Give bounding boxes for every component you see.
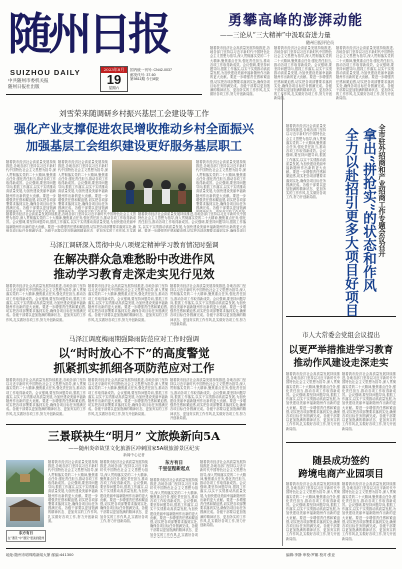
date-week: 星期六	[108, 86, 120, 90]
story2-column: 随着我市经济社会高质量发展持续推进,各地各部门坚持以习近平新时代中国特色社会主义思想为指导,深入贯彻落实党的二十大精神,聚焦重点任务,强化责任担当,推动各项工作取得新成效。会议强调,要坚持问题导向,狠抓工作落实,以实干实绩推动高质量发展,为加快建设美丽幸福新随州作出新的更大贡献。要进一步增强责任感和紧迫感,切实把各项部署要求落到实处,确保各项目标任务圆满完成。各级干部要以更加饱满的精神状态、更加务实的工作作风,扎实做好各项工作,努力开创新局面。	[6, 284, 86, 322]
story1-headline: 加强基层工会组织建设更好服务基层职工	[25, 139, 242, 153]
story2-column: 随着我市经济社会高质量发展持续推进,各地各部门坚持以习近平新时代中国特色社会主义思想为指导,深入贯彻落实党的二十大精神,聚焦重点任务,强化责任担当,推动各项工作取得新成效。会议强调,要坚持问题导向,狠抓工作落实,以实干实绩推动高质量发展,为加快建设美丽幸福新随州作出新的更大贡献。要进一步增强责任感和紧迫感,切实把各项部署要求落到实处,确保各项目标任务圆满完成。各级干部要以更加饱满的精神状态、更加务实的工作作风,扎实做好各项工作,努力开创新局面。	[170, 284, 246, 326]
footer-divider	[6, 548, 396, 549]
story2-column: 随着我市经济社会高质量发展持续推进,各地各部门坚持以习近平新时代中国特色社会主义思想为指导,深入贯彻落实党的二十大精神,聚焦重点任务,强化责任担当,推动各项工作取得新成效。会议强调,要坚持问题导向,狠抓工作落实,以实干实绩推动高质量发展,为加快建设美丽幸福新随州作出新的更大贡献。要进一步增强责任感和紧迫感,切实把各项部署要求落到实处,确保各项目标任务圆满完成。各级干部要以更加饱满的精神状态、更加务实的工作作风,扎实做好各项工作,努力开创新局面。	[88, 284, 168, 322]
newspaper-logo-english: SUIZHOU DAILY	[10, 68, 81, 77]
bottom-left-box	[6, 530, 46, 542]
newspaper-logo: 随州日报	[8, 9, 168, 60]
story2-headline: 推动学习教育走深走实见行见效	[53, 267, 215, 281]
story3-headline: 以“时时放心不下”的高度警觉	[58, 346, 210, 360]
story1-column: 随着我市经济社会高质量发展持续推进,各地各部门坚持以习近平新时代中国特色社会主义思想为指导,深入贯彻落实党的二十大精神,聚焦重点任务,强化责任担当,推动各项工作取得新成效。会议强调,要坚持问题导向,狠抓工作落实,以实干实绩推动高质量发展,为加快建设美丽幸福新随州作出新的更大贡献。要进一步增强责任感和紧迫感,切实把各项部署要求落到实处,确保各项目标任务圆满完成。各级干部要以更加饱满	[58, 160, 108, 211]
footer-left: 地址:随州市明珠路新闻大厦 邮编:441300	[6, 553, 74, 557]
box-title: 东方有日	[19, 531, 33, 535]
story4-column: 随着我市经济社会高质量发展持续推进,各地各部门坚持以习近平新时代中国特色社会主义思想为指导,深入贯彻落实党的二十大精神,聚焦重点任务,强化责任担当,推动各项工作取得新成效。会议强调,要坚持问题导向,狠抓工作落实,以实干实绩推动高质量发展,为加快建设美丽幸福新随州作出新的更大贡献。要进一步增强责任感和紧迫感,切实把各项部署要求落到实处,确保各项目标任务圆满完成。各级干部要以更加饱满的精神状态、更加务实的工作作风,扎实做好各项工作,努力开创新局面。	[200, 460, 246, 528]
inset-title: 千里征程新起点	[158, 467, 190, 472]
date-badge	[100, 66, 128, 92]
story1-headline: 强化产业支撑促进农民增收推动乡村全面振兴	[13, 122, 254, 136]
story3-headline: 抓紧抓实抓细各项防范应对工作	[53, 361, 215, 375]
story4-column: 随着我市经济社会高质量发展持续推进,各地各部门坚持以习近平新时代中国特色社会主义思想为指导,深入贯彻落实党的二十大精神,聚焦重点任务,强化责任担当,推动各项工作取得新成效。会议强调,要坚持问题导向,狠抓工作落实,以实干实绩推动高质量发展,为加快建设美丽幸福新随州作出新的更大贡献。要进一步增强责任感和紧迫感,切实把各项部署要求落到实处,确保各项目标任务圆满完成。各级干部要以更加饱满的精神状态、更加务实的工作作风,扎实做好各项工作,努力开创新局面。	[48, 460, 98, 523]
footer-right: 编辑:李静 审校:罗娜 校对:张亚	[286, 553, 336, 557]
meta-line: 第9811期 今日8版	[130, 77, 159, 82]
story4-headline: 三景联袂生“明月” 文旅焕新向5A	[47, 429, 221, 443]
side-story3-column: 随着我市经济社会高质量发展持续推进,各地各部门坚持以习近平新时代中国特色社会主义思想为指导,深入贯彻落实党的二十大精神,聚焦重点任务,强化责任担当,推动各项工作取得新成效。会议强调,要坚持问题导向,狠抓工作落实,以实干实绩推动高质量发展,为加快建设美丽幸福新随州作出新的更大贡献。要进一步增强责任感和紧迫感,切实把各项部署要求落到实处,确保各项目标任务圆满完成。各级干部要以更加饱满的精神状态、更加务实的工作作风,扎实做好各项工作,努力开创新局面。	[342, 482, 396, 541]
top-feature-author: 随州日报评论员	[306, 40, 334, 45]
story3-column: 随着我市经济社会高质量发展持续推进,各地各部门坚持以习近平新时代中国特色社会主义思想为指导,深入贯彻落实党的二十大精神,聚焦重点任务,强化责任担当,推动各项工作取得新成效。会议强调,要坚持问题导向,狠抓工作落实,以实干实绩推动高质量发展,为加快建设美丽幸福新随州作出新的更大贡献。要进一步增强责任感和紧迫感,切实把各项部署要求落到实处,确保各项目标任务圆满完成。各级干部要以更加饱满的精神状态、更加务实的工作作风,扎实做好各项工作,努力开创新局面。	[170, 378, 246, 420]
story1-column: 随着我市经济社会高质量发展持续推进,各地各部门坚持以习近平新时代中国特色社会主义思想为指导,深入贯彻落实党的二十大精神,聚焦重点任务,强化责任担当,推动各项工作取得新成效。会议强调,要坚持问题导向,狠抓工作落实,以实干实绩推动高质量发展,为加快建设美丽幸福新随州作出新的更大贡献。要进一步增强责任感和紧迫感,切实把各项部署要求落到实处,确保各项目标任务圆满完成。各级干部要以更加饱满	[196, 160, 246, 211]
story1-photo	[112, 160, 192, 212]
side-vertical-kicker: 全市驻外招商和产业招商工作专题会议召开	[378, 124, 386, 257]
story4-photo-art	[6, 460, 44, 494]
publisher-lines	[8, 78, 98, 89]
side-divider	[286, 442, 396, 443]
story3-column: 随着我市经济社会高质量发展持续推进,各地各部门坚持以习近平新时代中国特色社会主义思想为指导,深入贯彻落实党的二十大精神,聚焦重点任务,强化责任担当,推动各项工作取得新成效。会议强调,要坚持问题导向,狠抓工作落实,以实干实绩推动高质量发展,为加快建设美丽幸福新随州作出新的更大贡献。要进一步增强责任感和紧迫感,切实把各项部署要求落到实处,确保各项目标任务圆满完成。各级干部要以更加饱满的精神状态、更加务实的工作作风,扎实做好各项工作,努力开创新局面。	[88, 378, 168, 416]
date-year: 2023年8月	[101, 67, 127, 73]
side-vertical-headline: 全力以赴招引更多大项目好项目	[342, 128, 358, 317]
story3-kicker: 马泽江调度梅雨期强降雨防范应对工作时强调	[69, 335, 199, 343]
story2-kicker: 马泽江调研深入贯彻中央八项规定精神学习教育情况时强调	[49, 241, 219, 249]
story4-byline: 新闻中心记者	[123, 453, 145, 457]
story1-kicker: 刘雪荣来随调研乡村振兴基层工会建设等工作	[59, 109, 209, 118]
top-feature-column: 随着我市经济社会高质量发展持续推进,各地各部门坚持以习近平新时代中国特色社会主义思想为指导,深入贯彻落实党的二十大精神,聚焦重点任务,强化责任担当,推动各项工作取得新成效。会议强调,要坚持问题导向,狠抓工作落实,以实干实绩推动高质量发展,为加快建设美丽幸福新随州作出新的更大贡献。要进一步增强责任感和紧迫感,切实把各项部署要求落到实处,确保各项目标任务圆满完成。各级干部要以更加饱满的精神状态、更加务实的工作作风,扎实做好各项工作,努力开创新局面。	[274, 46, 332, 101]
story4-photo	[6, 497, 44, 527]
top-feature-column: 随着我市经济社会高质量发展持续推进,各地各部门坚持以习近平新时代中国特色社会主义思想为指导,深入贯彻落实党的二十大精神,聚焦重点任务,强化责任担当,推动各项工作取得新成效。会议强调,要坚持问题导向,狠抓工作落实,以实干实绩推动高质量发展,为加快建设美丽幸福新随州作出新的更大贡献。要进一步增强责任感和紧迫感,切实把各项部署要求落到实处,确保各项目标任务圆满完成。各级干部要以更加饱满的精神状态、更加务实的工作作风,扎实做好各项工作,努力开创新局面。	[336, 46, 394, 101]
box-subtitle: 在“遇见”中“遇见”更美的随州	[7, 536, 45, 540]
story3-column: 随着我市经济社会高质量发展持续推进,各地各部门坚持以习近平新时代中国特色社会主义思想为指导,深入贯彻落实党的二十大精神,聚焦重点任务,强化责任担当,推动各项工作取得新成效。会议强调,要坚持问题导向,狠抓工作落实,以实干实绩推动高质量发展,为加快建设美丽幸福新随州作出新的更大贡献。要进一步增强责任感和紧迫感,切实把各项部署要求落到实处,确保各项目标任务圆满完成。各级干部要以更加饱满的精神状态、更加务实的工作作风,扎实做好各项工作,努力开创新局面。	[6, 378, 86, 416]
story1-column: 随着我市经济社会高质量发展持续推进,各地各部门坚持以习近平新时代中国特色社会主义思想为指导,深入贯彻落实党的二十大精神,聚焦重点任务,强化责任担当,推动各项工作取得新成效。会议强调,要坚持问题导向,狠抓工作落实,以实干实绩推动高质量发展,为加快建设美丽幸福新随州作出新的更大贡献。要进一步增强责任感和紧迫感,切实把各项部署要求落到实处,确保各项目标任务圆满完成。各级干部要以更加饱满	[6, 160, 56, 211]
issue-meta	[130, 68, 202, 82]
side-story2-kicker: 市人大常委会党组会议提出	[302, 331, 380, 339]
meta-line: 国内统一刊号: CN42-0037	[130, 68, 172, 72]
side-story3-headline: 随县成功签约	[312, 456, 370, 467]
story1-column: 随着我市经济社会高质量发展持续推进,各地各部门坚持以习近平新时代中国特色社会主义思想为指导,深入贯彻落实党的二十大精神,聚焦重点任务,强化责任担当,推动各项工作取得新成效。会议强调,要坚持问题导向,狠抓工作落实,以实干实绩推动高质量发展,为加快建设美丽幸福新随州作出新的更大贡献。要进一步增强责任感和紧迫感,切实把各项部署要求落到实处,确保各项目	[138, 212, 246, 232]
story4-divider	[6, 424, 246, 425]
publisher-line: 中共随州市委机关报	[8, 78, 49, 83]
column-divider	[282, 94, 283, 546]
story4-subtitle: ——随州炎帝故里文化旅游区冲刺国家5A级旅游景区纪实	[68, 446, 200, 452]
story1-column: 随着我市经济社会高质量发展持续推进,各地各部门坚持以习近平新时代中国特色社会主义思想为指导,深入贯彻落实党的二十大精神,聚焦重点任务,强化责任担当,推动各项工作取得新成效。会议强调,要坚持问题导向,狠抓工作落实,以实干实绩推动高质量发展,为加快建设美丽幸福新随州作出新的更大贡献。要进一步增强责任感和紧迫感,切实把各项部署要求落到实处,确保各项目标任务圆满完成。各级干部要以更加饱满的精神状态、更加务实的工作作风,扎实做	[6, 212, 136, 232]
publisher-line: 随州日报社出版	[8, 83, 40, 89]
story4-column: 随着我市经济社会高质量发展持续推进,各地各部门坚持以习近平新时代中国特色社会主义思想为指导,深入贯彻落实党的二十大精神,聚焦重点任务,强化责任担当,推动各项工作取得新成效。会议强调,要坚持问题导向,狠抓工作落实,以实干实绩推动高质量发展,为加快建设美丽幸福新随州作出新的更大贡献。要进一步增强责任感和紧迫感,切实把各项部署要求落到实处,确保各项目标任务圆满完成。各级干部要以更加饱满的精神状态、更加务实的工作作风,扎实做好各项	[150, 478, 198, 537]
story4-inset-heading	[150, 460, 198, 478]
story4-column: 随着我市经济社会高质量发展持续推进,各地各部门坚持以习近平新时代中国特色社会主义思想为指导,深入贯彻落实党的二十大精神,聚焦重点任务,强化责任担当,推动各项工作取得新成效。会议强调,要坚持问题导向,狠抓工作落实,以实干实绩推动高质量发展,为加快建设美丽幸福新随州作出新的更大贡献。要进一步增强责任感和紧迫感,切实把各项部署要求落到实处,确保各项目标任务圆满完成。各级干部要以更加饱满的精神状态、更加务实的工作作风,扎实做好各项工作,努力开创新局面。	[100, 460, 148, 523]
story2-headline: 在解决群众急难愁盼中改进作风	[53, 252, 215, 266]
top-feature-column: 随着我市经济社会高质量发展持续推进,各地各部门坚持以习近平新时代中国特色社会主义思想为指导,深入贯彻落实党的二十大精神,聚焦重点任务,强化责任担当,推动各项工作取得新成效。会议强调,要坚持问题导向,狠抓工作落实,以实干实绩推动高质量发展,为加快建设美丽幸福新随州作出新的更大贡献。要进一步增强责任感和紧迫感,切实把各项部署要求落到实处,确保各项目标任务圆满完成。各级干部要以更加饱满的精神状态、更加务实的工作作风,扎实做好各项工作,努力开创新局面。	[210, 46, 270, 97]
date-day: 19	[106, 72, 122, 87]
top-feature-subtitle: ——三论从“三大精神”中汲取奋进力量	[220, 31, 331, 39]
top-feature-title: 勇攀高峰的澎湃动能	[228, 13, 363, 29]
inset-title: 东方有日	[165, 461, 183, 466]
story1-photo-art	[112, 160, 192, 212]
side-story3-headline: 跨境电商产业园项目	[298, 469, 384, 480]
side-story2-headline: 推动作风建设走深走实	[293, 358, 389, 369]
side-divider	[286, 316, 396, 317]
side-story3-column: 随着我市经济社会高质量发展持续推进,各地各部门坚持以习近平新时代中国特色社会主义思想为指导,深入贯彻落实党的二十大精神,聚焦重点任务,强化责任担当,推动各项工作取得新成效。会议强调,要坚持问题导向,狠抓工作落实,以实干实绩推动高质量发展,为加快建设美丽幸福新随州作出新的更大贡献。要进一步增强责任感和紧迫感,切实把各项部署要求落到实处,确保各项目标任务圆满完成。各级干部要以更加饱满的精神状态、更加务实的工作作风,扎实做好各项工作,努力开创新局面。	[286, 482, 340, 541]
side-story2-headline: 以更严举措推进学习教育	[288, 345, 394, 356]
story4-photo	[6, 460, 44, 494]
story4-photo-art	[6, 497, 44, 527]
side-story2-column: 随着我市经济社会高质量发展持续推进,各地各部门坚持以习近平新时代中国特色社会主义思想为指导,深入贯彻落实党的二十大精神,聚焦重点任务,强化责任担当,推动各项工作取得新成效。会议强调,要坚持问题导向,狠抓工作落实,以实干实绩推动高质量发展,为加快建设美丽幸福新随州作出新的更大贡献。要进一步增强责任感和紧迫感,切实把各项部署要求落到实处,确保各项目标任务圆满完成。各级干部要以更加饱满的精神状态、更加务实的工作作风,扎实做好各项工作,努力开创新局面。	[286, 372, 340, 431]
masthead-divider	[6, 94, 202, 95]
side-vertical-headline: 拿出“拼抢实”的状态和作风	[360, 128, 376, 293]
meta-line: 邮发代号: 37-60	[130, 72, 156, 77]
side-column: 随着我市经济社会高质量发展持续推进,各地各部门坚持以习近平新时代中国特色社会主义思想为指导,深入贯彻落实党的二十大精神,聚焦重点任务,强化责任担当,推动各项工作取得新成效。会议强调,要坚持问题导向,狠抓工作落实,以实干实绩推动高质量发展,为加快建设美丽幸福新随州作出新的更大贡献。要进一步增强责任感和紧迫感,切实把各项部署要求落到实处,确保各项目标任务圆满完成。各级干部要以更加饱满的精神状态、更加务实的工作作风,扎实做好各项工作,努力开创新局面。	[286, 124, 326, 200]
side-story2-column: 随着我市经济社会高质量发展持续推进,各地各部门坚持以习近平新时代中国特色社会主义思想为指导,深入贯彻落实党的二十大精神,聚焦重点任务,强化责任担当,推动各项工作取得新成效。会议强调,要坚持问题导向,狠抓工作落实,以实干实绩推动高质量发展,为加快建设美丽幸福新随州作出新的更大贡献。要进一步增强责任感和紧迫感,切实把各项部署要求落到实处,确保各项目标任务圆满完成。各级干部要以更加饱满的精神状态、更加务实的工作作风,扎实做好各项工作,努力开创新局面。	[342, 372, 396, 431]
